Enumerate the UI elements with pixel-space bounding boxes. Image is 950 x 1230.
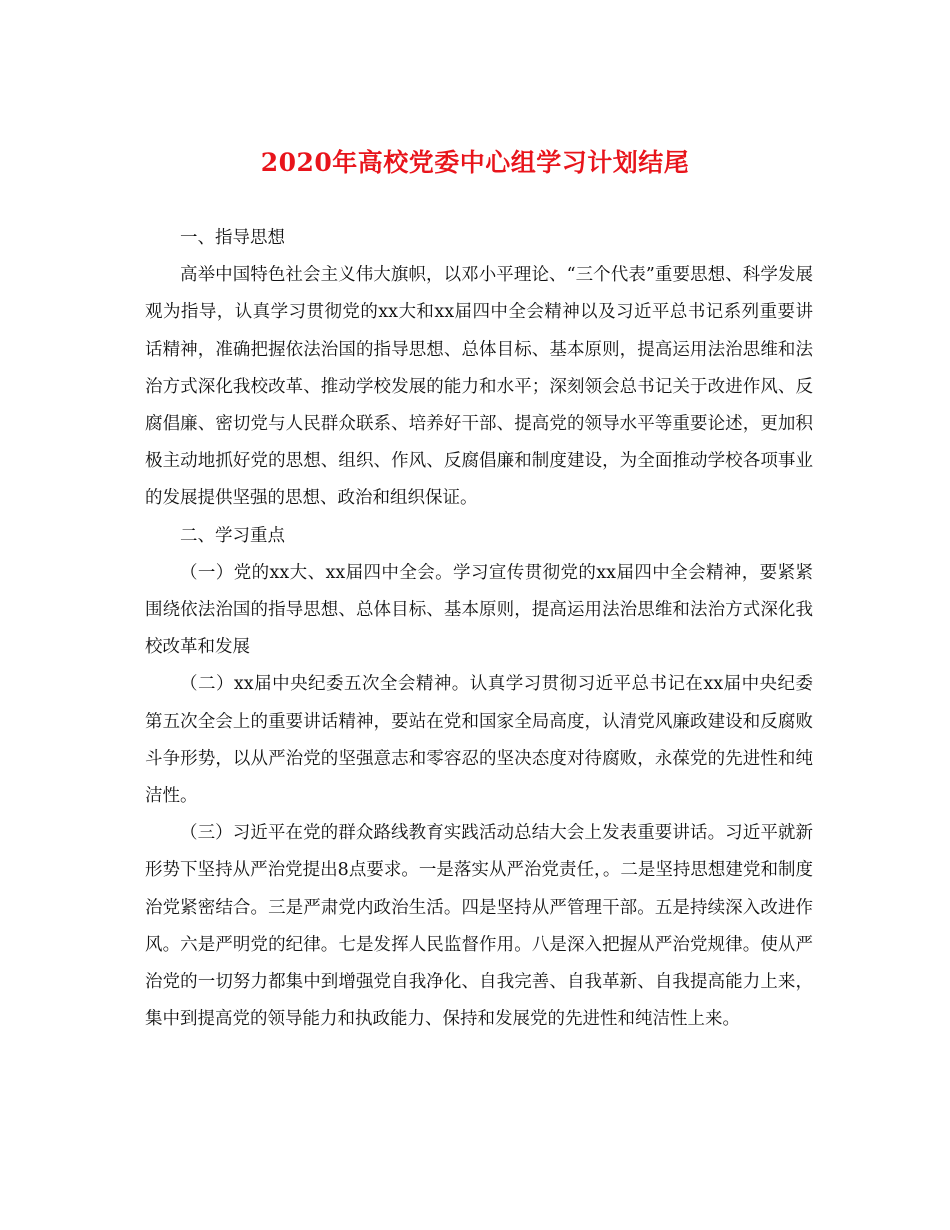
paragraph-focus-1: （一）党的xx大、xx届四中全会。学习宣传贯彻党的xx届四中全会精神，要紧紧围绕依法治国的指导思想、总体目标、基本原则，提高运用法治思维和法治方式深化我校改革和发展 bbox=[145, 562, 813, 658]
section-heading-study-focus: 二、学习重点 bbox=[180, 525, 285, 546]
paragraph-focus-2: （二）xx届中央纪委五次全会精神。认真学习贯彻习近平总书记在xx届中央纪委第五次全会上的重要讲话精神，要站在党和国家全局高度，认清党风廉政建设和反腐败斗争形势，以从严治党的坚强意志和零容忍的坚决态度对待腐败，永葆党的先进性和纯洁性。 bbox=[145, 674, 813, 807]
paragraph-focus-3: （三）习近平在党的群众路线教育实践活动总结大会上发表重要讲话。习近平就新形势下坚持从严治党提出8点要求。一是落实从严治党责任，。二是坚持思想建党和制度治党紧密结合。三是严肃党内政治生活。四是坚持从严管理干部。五是持续深入改进作风。六是严明党的纪律。七是发挥人民监督作用。八是深入把握从严治党规律。使从严治党的一切努力都集中到增强党自我净化、自我完善、自我革新、自我提高能力上来，集中到提高党的领导能力和执政能力、保持和发展党的先进性和纯洁性上来。 bbox=[145, 823, 813, 1030]
document-body bbox=[145, 220, 813, 1038]
section-heading-guiding-ideology: 一、指导思想 bbox=[180, 228, 285, 248]
document-title: 2020年高校党委中心组学习计划结尾 bbox=[260, 148, 690, 177]
paragraph-guiding-ideology: 高举中国特色社会主义伟大旗帜，以邓小平理论、“三个代表”重要思想、科学发展观为指导，认真学习贯彻党的xx大和xx届四中全会精神以及习近平总书记系列重要讲话精神，准确把握依法治国的指导思想、总体目标、基本原则，提高运用法治思维和法治方式深化我校改革、推动学校发展的能力和水平；深刻领会总书记关于改进作风、反腐倡廉、密切党与人民群众联系、培养好干部、提高党的领导水平等重要论述，更加积极主动地抓好党的思想、组织、作风、反腐倡廉和制度建设，为全面推动学校各项事业的发展提供坚强的思想、政治和组织保证。 bbox=[145, 265, 813, 509]
